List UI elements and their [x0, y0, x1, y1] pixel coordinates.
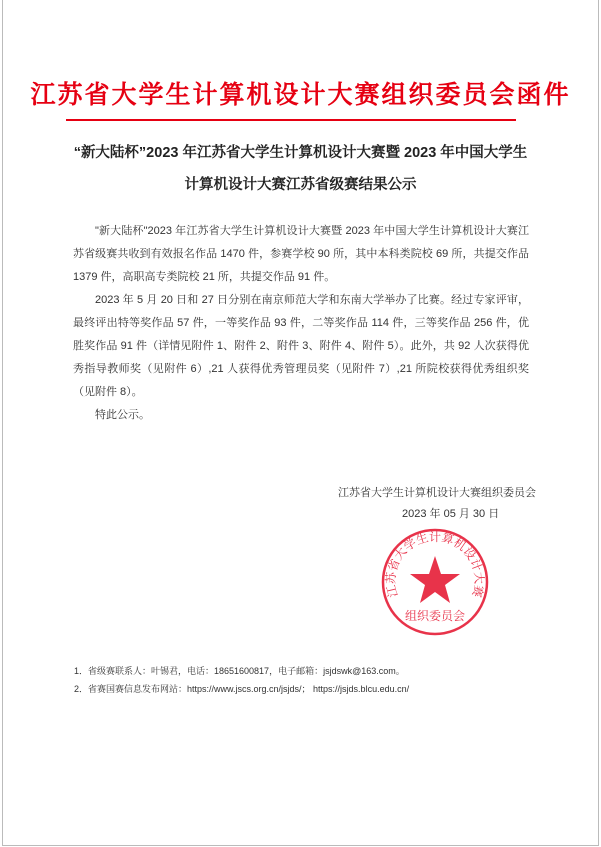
letterhead-title: 江苏省大学生计算机设计大赛组织委员会函件 [30, 82, 571, 109]
paragraph: "新大陆杯"2023 年江苏省大学生计算机设计大赛暨 2023 年中国大学生计算机设计大赛江苏省级赛共收到有效报名作品 1470 件，参赛学校 90 所，其中本科类院校 69 所，共提交作品 1379 件，高职高专类院校 21 所，共提交作品 91 件。 [73, 225, 529, 283]
footnote-websites: 2．省赛国赛信息发布网站：https://www.jscs.org.cn/jsjds/； https://jsjds.blcu.edu.cn/ [74, 684, 410, 694]
signature-date: 2023 年 05 月 30 日 [402, 508, 500, 520]
signature-org: 江苏省大学生计算机设计大赛组织委员会 [338, 487, 536, 499]
document-title-line2: 计算机设计大赛江苏省级赛结果公示 [184, 177, 417, 193]
document-title-line1: “新大陆杯”2023 年江苏省大学生计算机设计大赛暨 2023 年中国大学生 [73, 145, 528, 161]
official-seal [380, 526, 490, 638]
paragraph: 特此公示。 [95, 409, 150, 421]
footnotes [74, 662, 409, 698]
footnote-contact: 1．省级赛联系人：叶锡君，电话：18651600817，电子邮箱：jsjdswk@163.com。 [74, 666, 405, 676]
seal-arc-text: 江苏省大学生计算机设计大赛 [383, 529, 487, 599]
star-icon [410, 556, 460, 603]
letterhead-divider [66, 119, 516, 121]
seal-bottom-text: 组织委员会 [404, 609, 466, 623]
document-body [73, 220, 529, 427]
paragraph: 2023 年 5 月 20 日和 27 日分别在南京师范大学和东南大学举办了比赛。经过专家评审，最终评出特等奖作品 57 件，一等奖作品 93 件，二等奖作品 114 件，三等奖作品 256 件，优胜奖作品 91 件（详情见附件 1、附件 2、附件 3、附件 4、附件 5）。此外，共 92 人次获得优秀指导教师奖（见附件 6）,21 人获得优秀管理员奖（见附件 7）,21 所院校获得优秀组织奖（见附件 8）。 [73, 294, 529, 398]
